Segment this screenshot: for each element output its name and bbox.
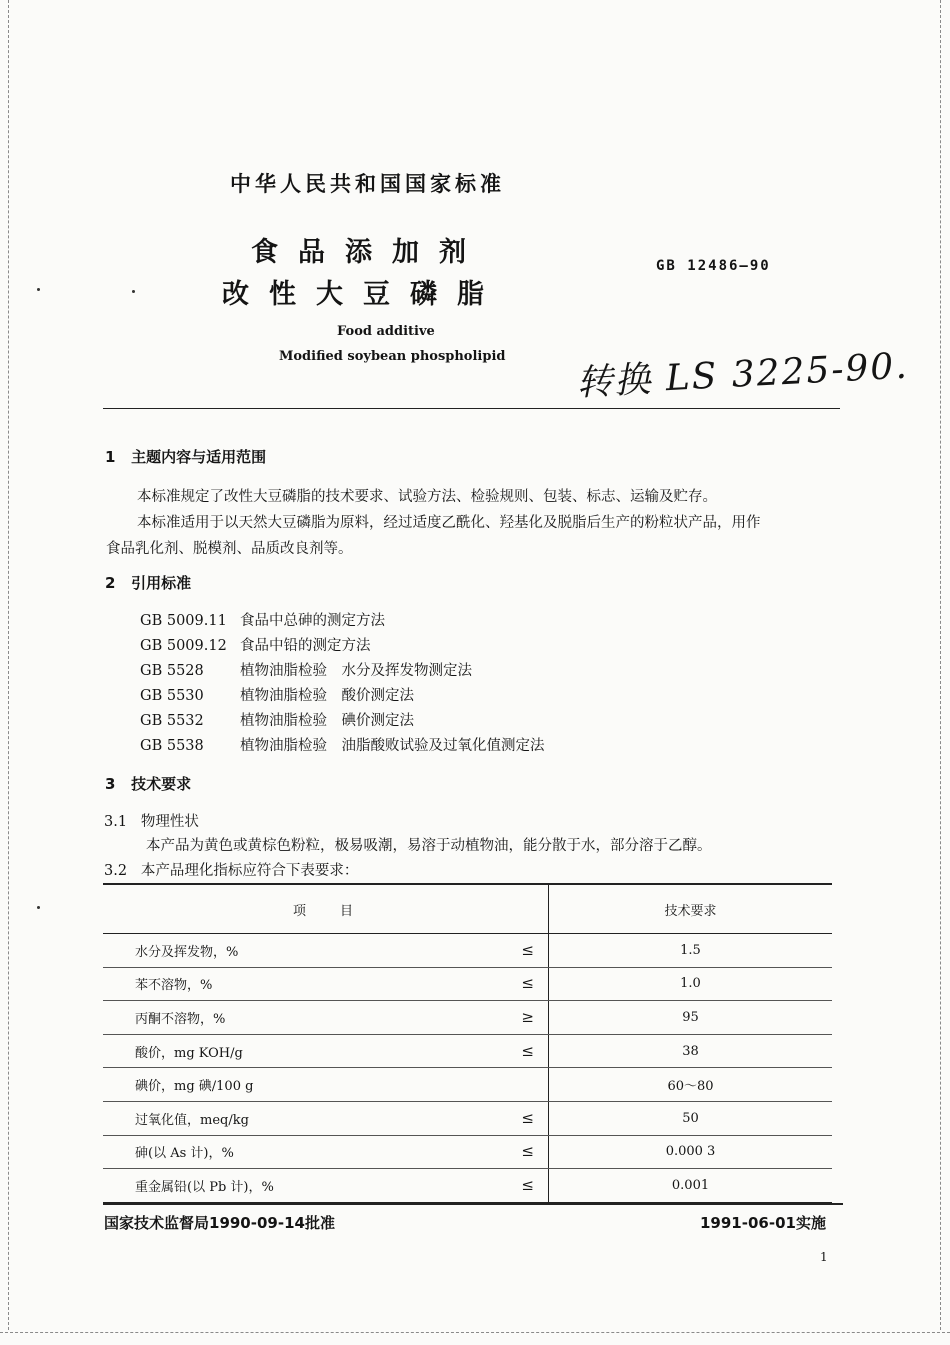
reference-item xyxy=(140,684,414,705)
table-row xyxy=(103,934,832,968)
scan-edge-bottom xyxy=(0,1332,950,1334)
english-title-1: Food additive xyxy=(337,324,435,339)
requirements-table xyxy=(103,883,832,1204)
scan-edge-right xyxy=(940,0,942,1330)
row-item: 苯不溶物，% xyxy=(135,978,213,994)
section-1-para-1: 本标准规定了改性大豆磷脂的技术要求、试验方法、检验规则、包装、标志、运输及贮存。 xyxy=(137,489,717,505)
section-number: 1 xyxy=(105,448,116,466)
table-row xyxy=(103,967,832,1001)
reference-name: 植物油脂检验 水分及挥发物测定法 xyxy=(240,663,472,679)
reference-code: GB 5532 xyxy=(140,713,204,729)
scan-edge-left xyxy=(8,0,10,1330)
row-item: 重金属铅(以 Pb 计)，% xyxy=(135,1179,274,1195)
column-header-item: 项目 xyxy=(103,884,549,934)
standard-code: GB 12486—90 xyxy=(656,258,771,274)
row-value: 50 xyxy=(549,1101,833,1135)
table-row xyxy=(103,1068,832,1102)
national-standard-heading: 中华人民共和国国家标准 xyxy=(230,172,505,196)
reference-item xyxy=(140,609,385,630)
row-value: 60～80 xyxy=(549,1068,833,1102)
subsection-3-1-text: 本产品为黄色或黄棕色粉粒，极易吸潮，易溶于动植物油，能分散于水，部分溶于乙醇。 xyxy=(146,838,712,854)
row-operator: ≤ xyxy=(521,1108,534,1127)
row-item: 水分及挥发物，% xyxy=(135,944,239,960)
scan-speck xyxy=(132,290,135,293)
row-item: 丙酮不溶物，% xyxy=(135,1011,226,1027)
scan-speck xyxy=(37,906,40,909)
effective-date: 1991-06-01实施 xyxy=(700,1214,826,1232)
row-operator: ≤ xyxy=(521,1142,534,1161)
section-1-para-2-line-1: 本标准适用于以天然大豆磷脂为原料，经过适度乙酰化、羟基化及脱脂后生产的粉粒状产品，用作 xyxy=(137,515,761,531)
reference-item xyxy=(140,634,371,655)
reference-name: 食品中总砷的测定方法 xyxy=(240,613,385,629)
reference-item xyxy=(140,659,472,680)
reference-item xyxy=(140,709,414,730)
subsection-text: 本产品理化指标应符合下表要求： xyxy=(140,863,359,879)
subsection-number: 3.1 xyxy=(104,814,128,830)
page-number: 1 xyxy=(820,1250,828,1264)
row-operator: ≤ xyxy=(521,974,534,993)
table-row xyxy=(103,1001,832,1035)
reference-name: 植物油脂检验 酸价测定法 xyxy=(240,688,414,704)
header-rule xyxy=(103,408,840,409)
table-row xyxy=(103,1034,832,1068)
approval-date: 国家技术监督局1990-09-14批准 xyxy=(104,1214,335,1232)
row-item: 酸价，mg KOH/g xyxy=(135,1045,243,1061)
subsection-title: 物理性状 xyxy=(140,814,199,830)
row-value: 1.0 xyxy=(549,967,833,1001)
table-row xyxy=(103,1135,832,1169)
section-1-heading xyxy=(105,446,266,467)
table-row xyxy=(103,1101,832,1135)
scan-speck xyxy=(37,288,40,291)
row-item: 砷(以 As 计)，% xyxy=(135,1146,234,1162)
reference-name: 植物油脂检验 油脂酸败试验及过氧化值测定法 xyxy=(240,738,545,754)
reference-code: GB 5009.12 xyxy=(140,638,227,654)
reference-code: GB 5009.11 xyxy=(140,613,227,629)
section-3-heading xyxy=(105,773,191,794)
row-value: 95 xyxy=(549,1001,833,1035)
section-2-heading xyxy=(105,572,191,593)
subsection-3-1-heading xyxy=(104,810,199,831)
row-operator: ≤ xyxy=(521,940,534,959)
reference-name: 植物油脂检验 碘价测定法 xyxy=(240,713,414,729)
reference-item xyxy=(140,734,545,755)
reference-code: GB 5528 xyxy=(140,663,204,679)
row-operator: ≥ xyxy=(521,1007,534,1026)
section-title: 引用标准 xyxy=(131,574,192,592)
row-operator: ≤ xyxy=(521,1175,534,1194)
column-header-requirement: 技术要求 xyxy=(549,884,833,934)
section-title: 主题内容与适用范围 xyxy=(131,448,267,466)
subsection-3-2-heading xyxy=(104,859,358,880)
handwritten-note: 转换 LS 3225-90. xyxy=(575,345,910,404)
section-number: 3 xyxy=(105,775,116,793)
row-value: 1.5 xyxy=(549,934,833,968)
table-row xyxy=(103,1169,832,1203)
row-item: 碘价，mg 碘/100 g xyxy=(135,1079,254,1095)
row-value: 0.000 3 xyxy=(549,1135,833,1169)
table-header-row xyxy=(103,884,832,934)
section-1-para-2-line-2: 食品乳化剂、脱模剂、品质改良剂等。 xyxy=(106,541,353,557)
reference-code: GB 5538 xyxy=(140,738,204,754)
reference-code: GB 5530 xyxy=(140,688,204,704)
subsection-number: 3.2 xyxy=(104,863,128,879)
row-value: 38 xyxy=(549,1034,833,1068)
section-number: 2 xyxy=(105,574,116,592)
footer-rule xyxy=(103,1203,843,1205)
title-line-1: 食品添加剂 xyxy=(251,237,486,268)
row-item: 过氧化值，meq/kg xyxy=(135,1112,249,1128)
reference-name: 食品中铅的测定方法 xyxy=(240,638,371,654)
section-title: 技术要求 xyxy=(131,775,192,793)
row-value: 0.001 xyxy=(549,1169,833,1203)
english-title-2: Modified soybean phospholipid xyxy=(279,349,506,364)
title-line-2: 改性大豆磷脂 xyxy=(222,279,504,310)
row-operator: ≤ xyxy=(521,1041,534,1060)
